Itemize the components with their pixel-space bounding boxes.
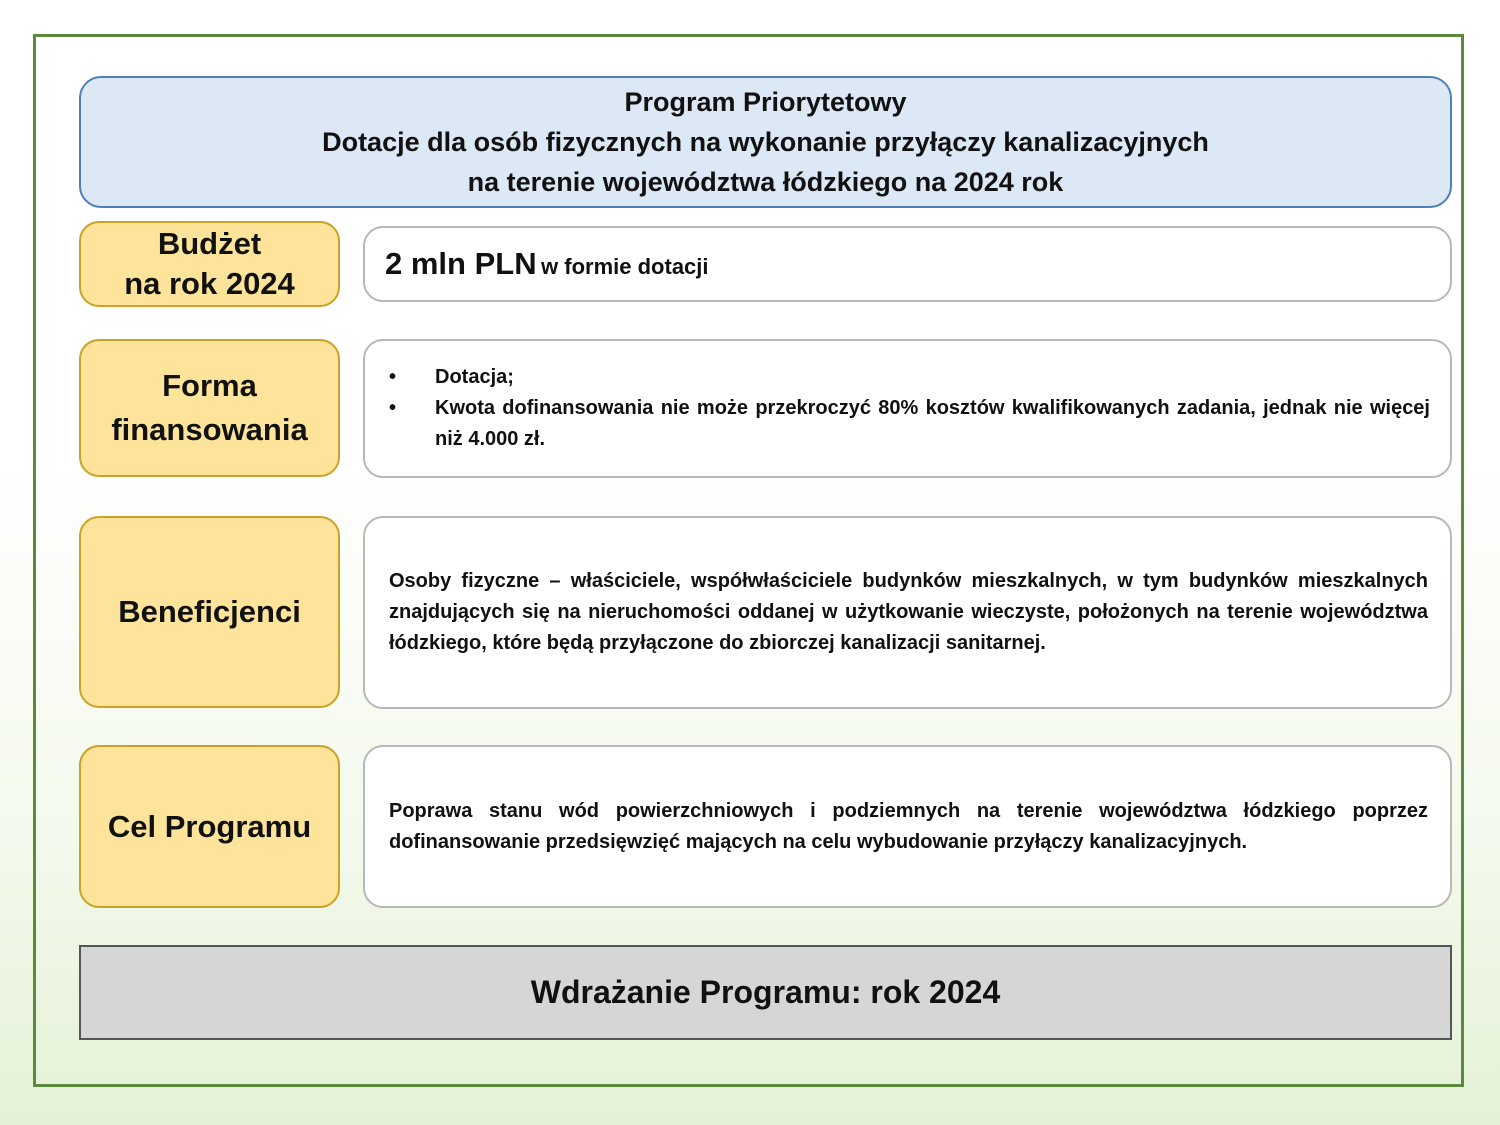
goal-label-box <box>79 745 340 908</box>
implementation-bar <box>79 945 1452 1040</box>
implementation-text: Wdrażanie Programu: rok 2024 <box>530 974 1001 1010</box>
budget-suffix: w formie dotacji <box>541 254 709 279</box>
beneficiaries-text: Osoby fizyczne – właściciele, współwłaściciele budynków mieszkalnych, w tym budynków mieszkalnych znajdujących się na nieruchomości oddanej w użytkowanie wieczyste, położonych na terenie województwa łódzkiego, które będą przyłączone do zbiorczej kanalizacji sanitarnej. <box>389 570 1428 654</box>
beneficiaries-panel <box>363 516 1452 709</box>
list-item <box>387 362 1430 393</box>
program-title-line3: na terenie województwa łódzkiego na 2024 rok <box>467 167 1064 197</box>
bullet-icon: • <box>389 366 397 388</box>
budget-panel <box>363 226 1452 302</box>
program-title-box <box>79 76 1452 208</box>
list-item <box>387 393 1430 455</box>
financing-label-line1: Forma <box>162 368 257 403</box>
financing-label-box <box>79 339 340 477</box>
budget-label-line2: na rok 2024 <box>124 266 295 301</box>
budget-label-line1: Budżet <box>157 226 262 261</box>
financing-item-text: Kwota dofinansowania nie może przekroczyć 80% kosztów kwalifikowanych zadania, jednak nie więcej niż 4.000 zł. <box>435 397 1430 450</box>
program-title-line1: Program Priorytetowy <box>624 87 907 117</box>
budget-value <box>365 246 1450 282</box>
goal-panel <box>363 745 1452 908</box>
financing-panel <box>363 339 1452 478</box>
goal-text: Poprawa stanu wód powierzchniowych i podziemnych na terenie województwa łódzkiego poprzez dofinansowanie przedsięwzięć mających na celu wybudowanie przyłączy kanalizacyjnych. <box>389 799 1428 853</box>
budget-amount: 2 mln PLN <box>385 246 537 281</box>
program-title-line2: Dotacje dla osób fizycznych na wykonanie przyłączy kanalizacyjnych <box>322 127 1209 157</box>
beneficiaries-label-box <box>79 516 340 708</box>
financing-item-text: Dotacja; <box>435 366 514 388</box>
financing-list <box>365 362 1450 455</box>
budget-label-box <box>79 221 340 307</box>
bullet-icon: • <box>389 397 397 419</box>
financing-label-line2: finansowania <box>111 412 308 447</box>
goal-label: Cel Programu <box>107 808 312 844</box>
beneficiaries-label: Beneficjenci <box>118 594 301 629</box>
